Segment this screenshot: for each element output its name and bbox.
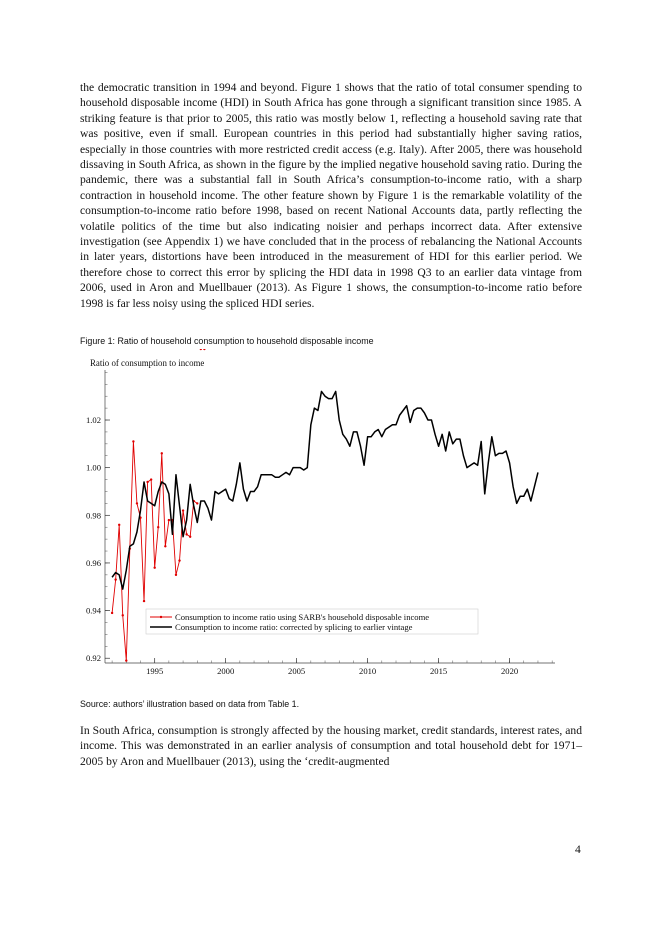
series-point-sarb: [111, 612, 113, 614]
body-paragraph-after: In South Africa, consumption is strongly affected by the housing market, credit standards, interest rates, and income. This was demonstrated in an earlier analysis of consumption and total household debt for 1971–2005 by Aron and Muellbauer (2013), using the ‘credit-augmented: [80, 724, 582, 768]
series-point-sarb: [122, 614, 124, 616]
series-point-sarb: [164, 545, 166, 547]
series-point-sarb: [143, 600, 145, 602]
series-point-sarb: [118, 524, 120, 526]
y-axis-label: Ratio of consumption to income: [90, 358, 205, 368]
x-tick-label: 2015: [430, 666, 448, 676]
series-point-sarb: [175, 574, 177, 576]
series-point-sarb: [203, 349, 205, 350]
figure-source: Source: authors’ illustration based on data from Table 1.: [80, 699, 300, 709]
y-tick-label: 0.94: [85, 605, 101, 616]
y-tick-label: 0.98: [85, 510, 101, 521]
legend-label-corrected: Consumption to income ratio: corrected by splicing to earlier vintage: [175, 622, 413, 632]
figure-caption: Figure 1: Ratio of household consumption to household disposable income: [80, 336, 374, 346]
consumption-income-chart: [78, 349, 562, 685]
series-point-sarb: [150, 478, 152, 480]
series-point-sarb: [200, 349, 202, 350]
series-point-sarb: [136, 502, 138, 504]
series-point-sarb: [196, 502, 198, 504]
series-point-sarb: [168, 519, 170, 521]
chart-legend: [146, 609, 478, 634]
series-point-sarb: [132, 440, 134, 442]
series-point-sarb: [185, 533, 187, 535]
page-number: 4: [575, 843, 581, 856]
y-tick-label: 1.02: [85, 415, 101, 426]
body-paragraph-intro: the democratic transition in 1994 and beyond. Figure 1 shows that the ratio of total consumer spending to household disposable income (HDI) in South Africa has gone through a significant transition since 1985. A striking feature is that prior to 2005, this ratio was mostly below 1, reflecting a household saving rate that was positive, even if small. European countries in this period had substantially higher saving ratios, especially in those countries with more restricted credit access (e.g. Italy). After 2005, there was household dissaving in South Africa, as shown in the figure by the implied negative household saving ratio. During the pandemic, there was a substantial fall in South Africa’s consumption-to-income ratio, with a sharp contraction in household income. The other feature shown by Figure 1 is the remarkable volatility of the consumption-to-income ratio before 1998, based on recent National Accounts data, partly reflecting the volatile politics of the time but also indicating noisier and perhaps incorrect data. After extensive investigation (see Appendix 1) we have concluded that in the process of rebalancing the National Accounts in later years, distortions have been introduced in the measurement of HDI for this earlier period. We therefore chose to correct this error by splicing the HDI data in 1998 Q3 to an earlier data vintage from 2006, used in Aron and Muellbauer (2013). As Figure 1 shows, the consumption-to-income ratio before 1998 is far less noisy using the spliced HDI series.: [80, 81, 582, 310]
series-point-sarb: [161, 452, 163, 454]
x-tick-label: 1995: [146, 666, 164, 676]
series-point-sarb: [125, 659, 127, 661]
series-line-corrected: [112, 391, 538, 589]
series-point-sarb: [182, 509, 184, 511]
x-tick-label: 2005: [288, 666, 306, 676]
series-point-sarb: [178, 559, 180, 561]
legend-marker-sarb: [160, 616, 162, 618]
y-tick-label: 0.92: [85, 653, 101, 664]
legend-label-sarb: Consumption to income ratio using SARB's household disposable income: [175, 612, 430, 622]
series-point-sarb: [157, 526, 159, 528]
y-tick-label: 0.96: [85, 557, 101, 568]
x-tick-label: 2010: [359, 666, 377, 676]
y-tick-label: 1.00: [85, 462, 101, 473]
x-tick-label: 2000: [217, 666, 235, 676]
series-point-sarb: [189, 536, 191, 538]
series-point-sarb: [114, 578, 116, 580]
series-point-sarb: [153, 567, 155, 569]
series-point-sarb: [146, 481, 148, 483]
x-tick-label: 2020: [500, 666, 519, 676]
